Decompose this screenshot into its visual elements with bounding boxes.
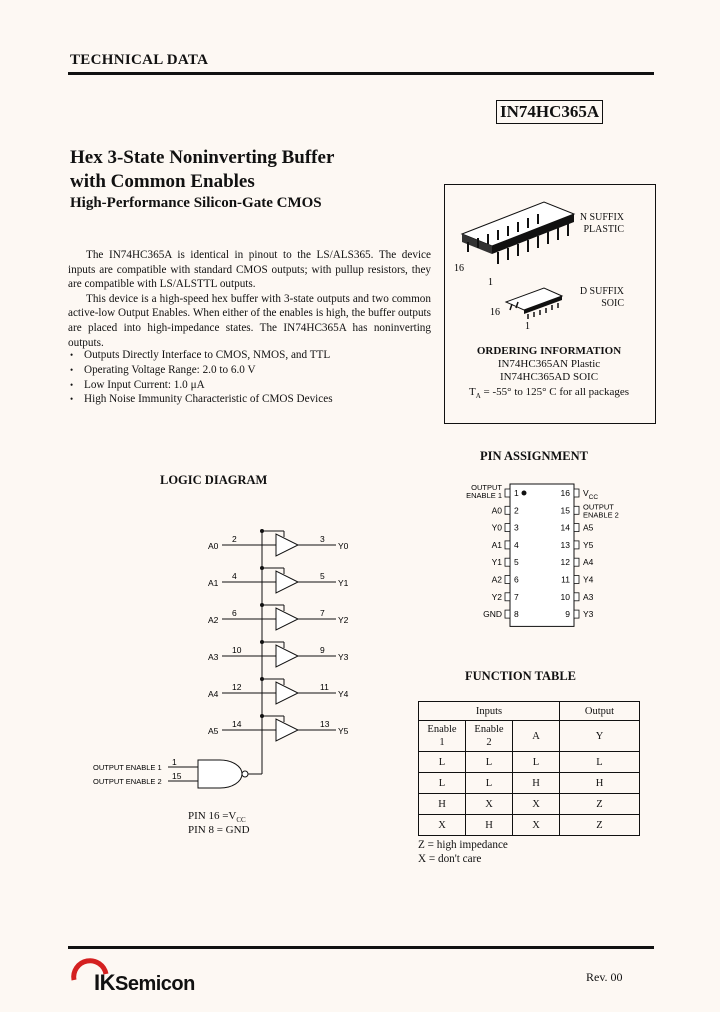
document-subtitle: High-Performance Silicon-Gate CMOS [70, 195, 322, 211]
pin-number: 11 [561, 574, 570, 585]
temp-sub: A [475, 392, 481, 401]
ordering-title: ORDERING INFORMATION [476, 345, 622, 357]
pin-pad [505, 524, 510, 532]
feature-list [70, 348, 333, 407]
pin-pad [505, 558, 510, 566]
pin-label: A5 [583, 522, 594, 533]
pin-label: ENABLE 1 [466, 491, 502, 500]
enable-gate-symbol [198, 760, 242, 788]
table-row [419, 815, 640, 836]
pin-number: 13 [560, 539, 570, 550]
gate-bubble [242, 771, 248, 777]
pin-label: Y1 [491, 557, 502, 568]
description-paragraph: The IN74HC365A is identical in pinout to the LS/ALS365. The device inputs are compatible with standard CMOS outputs; with pullup resistors, they are compatible with LS/ALSTTL outputs. [68, 249, 431, 291]
pin-pad [505, 576, 510, 584]
soic-pin1-label: 1 [525, 321, 530, 332]
pin-pad [574, 610, 579, 618]
table-cell: H [513, 773, 560, 794]
logic-diagram-title: LOGIC DIAGRAM [160, 473, 268, 487]
table-cell: L [560, 752, 640, 773]
pin-note-vcc-text: PIN 16 =V [188, 810, 237, 822]
table-row [419, 794, 640, 815]
function-table [418, 701, 640, 836]
header-text: Enable [427, 724, 457, 735]
pin1-marker [522, 491, 527, 496]
buffer-output-label: Y3 [338, 652, 349, 662]
buffer-input-label: A0 [208, 541, 219, 551]
table-cell: X [513, 815, 560, 836]
pin-pad [574, 489, 579, 497]
buffer-symbol [276, 608, 298, 630]
revision-label: Rev. 00 [586, 970, 623, 984]
pin-label: GND [483, 609, 502, 620]
header-rule [68, 72, 654, 75]
feature-item: • Outputs Directly Interface to CMOS, NMOS, and TTL [70, 348, 333, 363]
description [68, 248, 431, 350]
temp-rest: = -55° to 125° C for all packages [480, 386, 629, 398]
table-row [419, 721, 640, 752]
title-line-1: Hex 3-State Noninverting Buffer [70, 147, 335, 168]
pin-number: 15 [560, 505, 570, 516]
pin-label: OUTPUT [583, 502, 614, 512]
description-paragraph: This device is a high-speed hex buffer with 3-state outputs and two common active-low Output Enables. When either of the enables is high, the buffer outputs are placed into high-impedance states. The IN74HC365A has noninverting outputs. [68, 292, 431, 349]
function-table-notes [418, 838, 508, 866]
header-enable-1 [419, 721, 466, 752]
enable-input-label: OUTPUT ENABLE 1 [93, 763, 162, 772]
table-cell: Z [560, 815, 640, 836]
pin-number: 14 [560, 522, 570, 533]
function-table-title: FUNCTION TABLE [465, 669, 577, 683]
n-suffix: N SUFFIX [579, 212, 624, 223]
input-pin-number: 6 [232, 608, 237, 618]
pin-label: $V_{CC}$ [583, 488, 599, 501]
d-suffix-label [560, 286, 624, 310]
n-suffix-label [560, 212, 624, 236]
table-cell: X [419, 815, 466, 836]
output-pin-number: 3 [320, 534, 325, 544]
table-cell: H [419, 794, 466, 815]
pin-label: A4 [583, 557, 594, 568]
ordering-line: IN74HC365AN Plastic [497, 358, 601, 370]
input-pin-number: 2 [232, 534, 237, 544]
output-group-header: Output [560, 702, 640, 721]
pin-pad [574, 558, 579, 566]
d-package-type: SOIC [601, 298, 624, 309]
pin-pad [574, 506, 579, 514]
pin-pad [574, 524, 579, 532]
pin-pad [505, 506, 510, 514]
pin-label: Y3 [583, 609, 594, 620]
buffer-symbol [276, 682, 298, 704]
inputs-group-header: Inputs [419, 702, 560, 721]
pin-number: 5 [514, 557, 519, 568]
pin-label: Y4 [583, 574, 594, 585]
logo-text: Semicon [115, 973, 195, 995]
pin-number: 12 [560, 557, 570, 568]
table-cell: L [466, 752, 513, 773]
table-row [419, 702, 640, 721]
table-row [419, 773, 640, 794]
company-logo [94, 970, 195, 996]
pin-pad [574, 576, 579, 584]
title-line-2: with Common Enables [70, 171, 255, 192]
pin-label: A3 [583, 591, 594, 602]
buffer-output-label: Y1 [338, 578, 349, 588]
pin-pad [505, 610, 510, 618]
pin-assignment-diagram [440, 478, 660, 628]
d-suffix: D SUFFIX [579, 286, 624, 297]
buffer-input-label: A4 [208, 689, 219, 699]
header-enable-2 [466, 721, 513, 752]
output-pin-number: 13 [320, 719, 330, 729]
logic-diagram [80, 520, 380, 810]
dip-pin1-label: 1 [488, 277, 493, 288]
part-number-box: IN74HC365A [496, 100, 603, 124]
pin-label: ENABLE 2 [583, 510, 619, 520]
pin-pad [574, 593, 579, 601]
feature-item: • High Noise Immunity Characteristic of CMOS Devices [70, 392, 333, 407]
pin-number: 2 [514, 505, 519, 516]
pin-label: Y2 [491, 591, 502, 602]
buffer-symbol [276, 719, 298, 741]
note-z: Z = high impedance [418, 839, 508, 851]
header-y: Y [560, 721, 640, 752]
output-pin-number: 7 [320, 608, 325, 618]
buffer-input-label: A3 [208, 652, 219, 662]
pin-label: A2 [491, 574, 502, 585]
feature-item: • Operating Voltage Range: 2.0 to 6.0 V [70, 363, 333, 378]
note-x: X = don't care [418, 853, 482, 865]
output-pin-number: 11 [320, 682, 329, 692]
input-pin-number: 4 [232, 571, 237, 581]
document-title [70, 146, 334, 194]
table-cell: L [419, 773, 466, 794]
buffer-output-label: Y0 [338, 541, 349, 551]
dip-pin16-label: 16 [454, 263, 464, 274]
pin-label: A0 [491, 505, 502, 516]
pin-note-gnd: PIN 8 = GND [188, 824, 250, 836]
pin-number: 10 [560, 591, 570, 602]
pin-number: 4 [514, 539, 519, 550]
input-pin-number: 10 [232, 645, 242, 655]
output-pin-number: 9 [320, 645, 325, 655]
package-illustrations [444, 184, 654, 344]
pin-label: Y0 [491, 522, 502, 533]
enable-pin-number: 15 [172, 771, 182, 781]
pin-pad [505, 541, 510, 549]
pin-label: A1 [491, 539, 502, 550]
header-a: A [513, 721, 560, 752]
n-package-type: PLASTIC [583, 224, 624, 235]
pin-number: 3 [514, 522, 519, 533]
header-text: Enable [474, 724, 504, 735]
output-pin-number: 5 [320, 571, 325, 581]
pin-number: 16 [560, 488, 570, 498]
temp-prefix: T [469, 386, 476, 398]
dip-package-icon [462, 202, 574, 264]
table-cell: L [513, 752, 560, 773]
table-cell: L [419, 752, 466, 773]
pin-pad [505, 593, 510, 601]
pin-number: 1 [514, 488, 519, 498]
table-row [419, 752, 640, 773]
logo-ik: IK [94, 970, 115, 995]
table-cell: H [560, 773, 640, 794]
enable-input-label: OUTPUT ENABLE 2 [93, 777, 162, 786]
buffer-input-label: A2 [208, 615, 219, 625]
table-cell: X [466, 794, 513, 815]
pin-number: 8 [514, 609, 519, 620]
ordering-temperature [444, 386, 654, 400]
technical-data-label: TECHNICAL DATA [70, 52, 209, 68]
table-cell: X [513, 794, 560, 815]
ordering-line: IN74HC365AD SOIC [499, 371, 599, 383]
pin-number: 7 [514, 591, 519, 602]
soic-pin16-label: 16 [490, 307, 500, 318]
pin-number: 9 [565, 609, 570, 620]
header-text: 2 [486, 737, 492, 748]
pin-pad [505, 489, 510, 497]
header-text: 1 [439, 737, 445, 748]
buffer-output-label: Y2 [338, 615, 349, 625]
soic-package-icon [506, 288, 562, 319]
pin-note-vcc-sub: CC [236, 816, 246, 825]
feature-item: • Low Input Current: 1.0 μA [70, 378, 333, 393]
table-cell: L [466, 773, 513, 794]
enable-pin-number: 1 [172, 757, 177, 767]
input-pin-number: 12 [232, 682, 242, 692]
buffer-symbol [276, 534, 298, 556]
footer-rule [68, 946, 654, 949]
pin-pad [574, 541, 579, 549]
buffer-output-label: Y4 [338, 689, 349, 699]
pin-note-vcc [188, 810, 246, 824]
pin-assignment-title: PIN ASSIGNMENT [480, 449, 589, 463]
buffer-input-label: A5 [208, 726, 219, 736]
table-cell: H [466, 815, 513, 836]
buffer-output-label: Y5 [338, 726, 349, 736]
table-cell: Z [560, 794, 640, 815]
buffer-symbol [276, 571, 298, 593]
buffer-input-label: A1 [208, 578, 219, 588]
input-pin-number: 14 [232, 719, 242, 729]
pin-label: OUTPUT [471, 483, 502, 492]
pin-number: 6 [514, 574, 519, 585]
pin-label: Y5 [583, 539, 594, 550]
buffer-symbol [276, 645, 298, 667]
